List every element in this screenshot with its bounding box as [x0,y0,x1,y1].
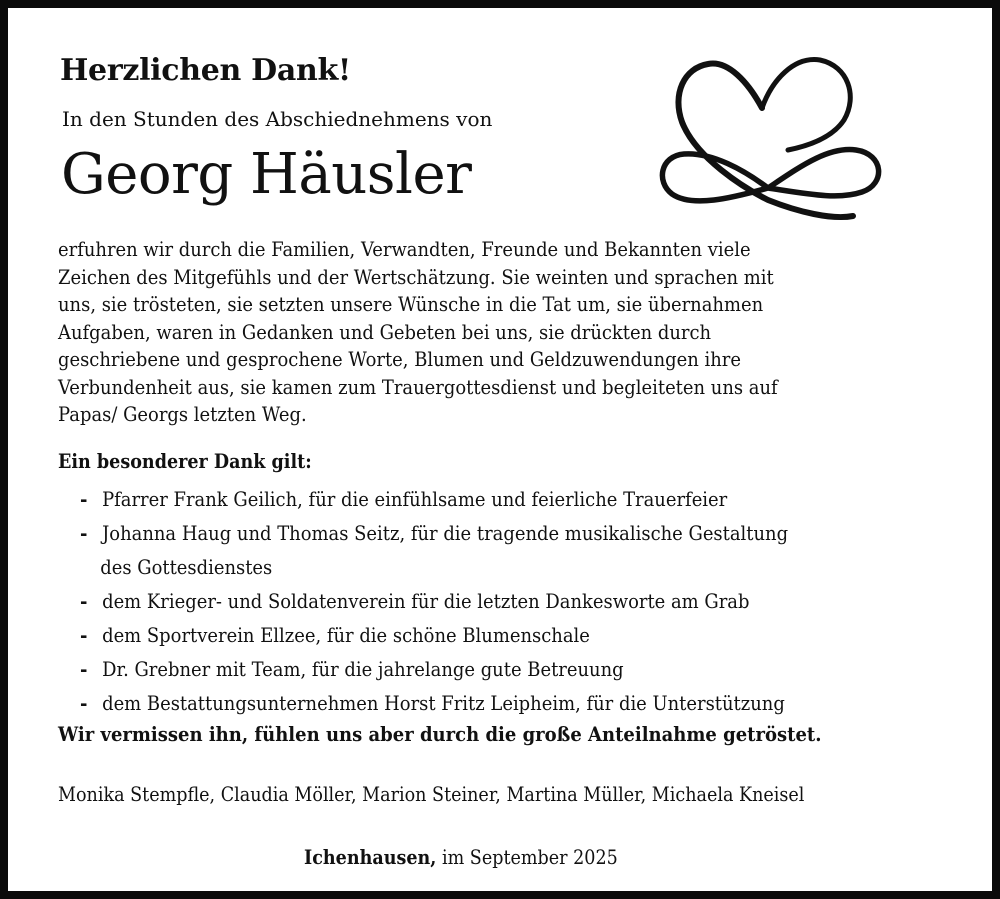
list-item-text: Johanna Haug und Thomas Seitz, für die tragende musikalische Gestaltung [102,522,789,545]
body-line: Zeichen des Mitgefühls und der Wertschätzung. Sie weinten und sprachen mit [58,265,774,289]
body-line: geschriebene und gesprochene Worte, Blumen und Geldzuwendungen ihre [58,348,741,371]
heart-infinity-icon [648,42,888,222]
list-item [80,483,788,517]
deceased-name: Georg Häusler [61,142,472,207]
dash-bullet: - [80,590,88,613]
list-item-continuation: des Gottesdienstes [100,556,273,579]
dash-bullet: - [80,692,88,715]
notice-title: Herzlichen Dank! [60,53,351,88]
list-item [80,687,788,721]
signers-line: Monika Stempfle, Claudia Möller, Marion Steiner, Martina Müller, Michaela Kneisel [58,783,805,806]
dash-bullet: - [80,624,88,647]
list-item [80,517,788,551]
body-line: erfuhren wir durch die Familien, Verwandten, Freunde und Bekannten viele [58,238,751,261]
list-item-text: Pfarrer Frank Geilich, für die einfühlsame und feierliche Trauerfeier [102,488,728,511]
list-item-text: dem Sportverein Ellzee, für die schöne Blumenschale [102,624,590,647]
list-item-text: dem Bestattungsunternehmen Horst Fritz Leipheim, für die Unterstützung [102,692,785,715]
dash-bullet: - [80,488,88,511]
intro-line: In den Stunden des Abschiednehmens von [62,107,493,131]
closing-statement: Wir vermissen ihn, fühlen uns aber durch die große Anteilnahme getröstet. [58,722,822,746]
place-date-line [304,846,618,869]
list-item [80,619,788,653]
dash-bullet: - [80,522,88,545]
place-name: Ichenhausen, [304,846,437,869]
thanks-list [80,483,788,721]
thanks-heading: Ein besonderer Dank gilt: [58,450,312,473]
date-text: im September 2025 [436,846,618,869]
body-line: Papas/ Georgs letzten Weg. [58,403,307,426]
list-item-text: Dr. Grebner mit Team, für die jahrelange gute Betreuung [102,658,624,681]
body-line: uns, sie trösteten, sie setzten unsere Wünsche in die Tat um, sie übernahmen [58,293,764,316]
body-paragraph [58,236,778,429]
list-item [80,653,788,687]
dash-bullet: - [80,658,88,681]
list-item [80,585,788,619]
body-line: Aufgaben, waren in Gedanken und Gebeten bei uns, sie drückten durch [58,320,712,344]
body-line: Verbundenheit aus, sie kamen zum Trauergottesdienst und begleiteten uns auf [58,375,778,399]
list-item-text: dem Krieger- und Soldatenverein für die letzten Dankesworte am Grab [102,590,750,613]
